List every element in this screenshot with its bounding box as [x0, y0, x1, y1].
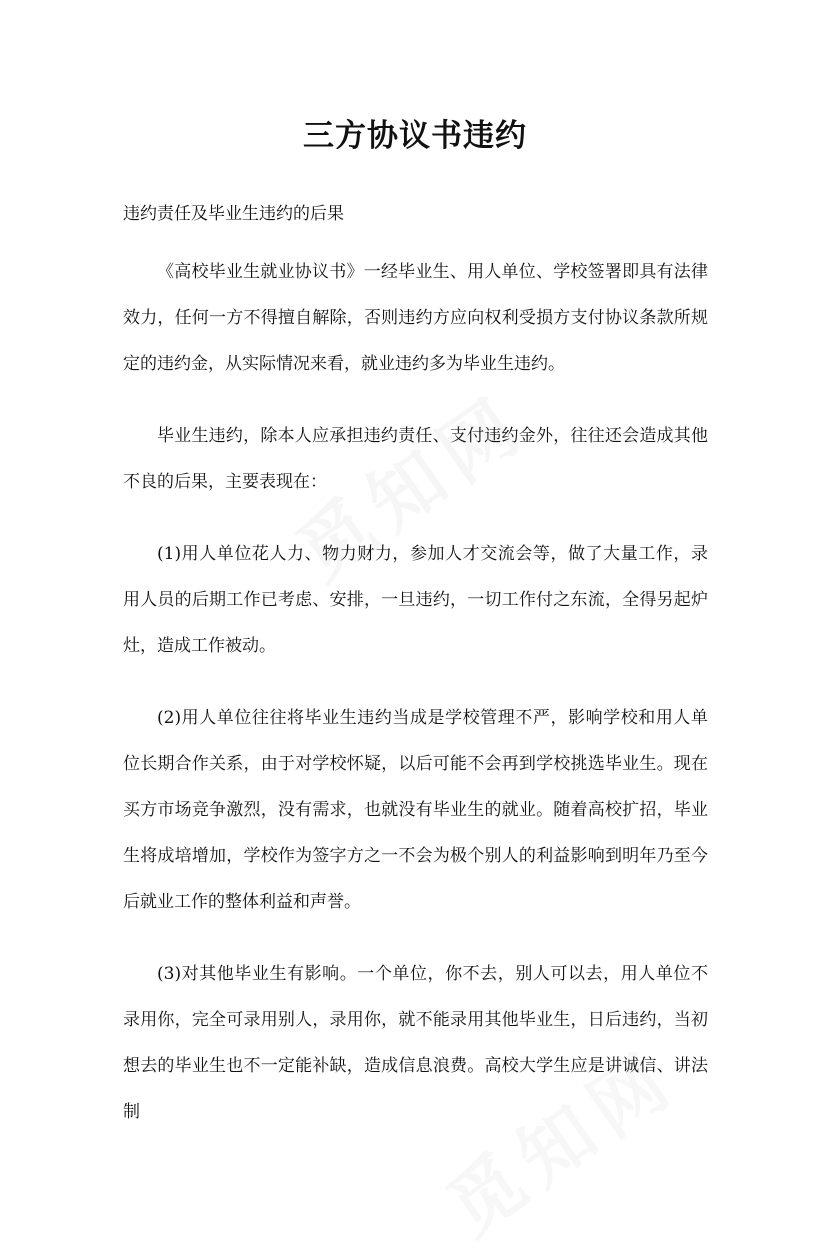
document-subtitle: 违约责任及毕业生违约的后果	[123, 204, 344, 224]
paragraph-intro: 《高校毕业生就业协议书》一经毕业生、用人单位、学校签署即具有法律效力，任何一方不得擅自解除，否则违约方应向权利受损方支付协议条款所规定的违约金，从实际情况来看，就业违约多为毕业生违约。	[123, 262, 708, 374]
document-body	[123, 249, 708, 1161]
paragraph-item-2: (2)用人单位往往将毕业生违约当成是学校管理不严，影响学校和用人单位长期合作关系，由于对学校怀疑，以后可能不会再到学校挑选毕业生。现在买方市场竞争激烈，没有需求，也就没有毕业生的就业。随着高校扩招，毕业生将成培增加，学校作为签字方之一不会为极个别人的利益影响到明年乃至今后就业工作的整体利益和声誉。	[123, 708, 708, 912]
paragraph-item-1: (1)用人单位花人力、物力财力，参加人才交流会等，做了大量工作，录用人员的后期工作已考虑、安排，一旦违约，一切工作付之东流，全得另起炉灶，造成工作被动。	[123, 544, 708, 656]
paragraph-item-3: (3)对其他毕业生有影响。一个单位，你不去，别人可以去，用人单位不录用你，完全可录用别人，录用你，就不能录用其他毕业生，日后违约，当初想去的毕业生也不一定能补缺，造成信息浪费。高校大学生应是讲诚信、讲法制	[123, 964, 708, 1122]
document-title: 三方协议书违约	[303, 118, 527, 154]
paragraph-consequences: 毕业生违约，除本人应承担违约责任、支付违约金外，往往还会造成其他不良的后果，主要表现在：	[123, 426, 708, 492]
